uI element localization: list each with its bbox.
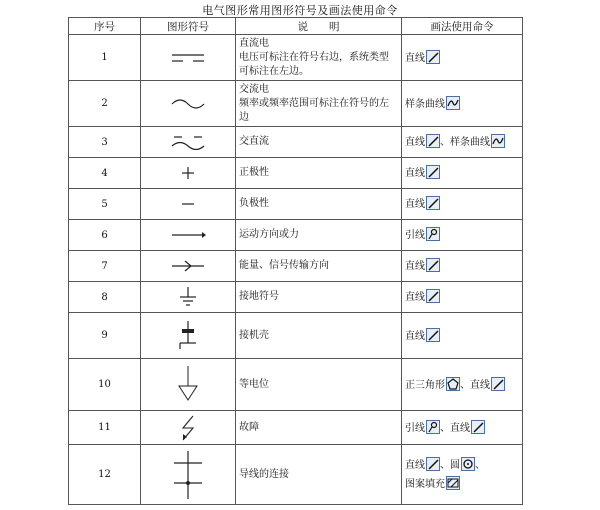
header-no: 序号: [69, 18, 141, 35]
dc-symbol-icon: [168, 51, 208, 65]
command-label: 引线: [405, 230, 425, 241]
table-row: [69, 282, 523, 313]
row-number: 10: [69, 359, 141, 411]
command-cell: [402, 35, 523, 81]
command-label: 直线: [405, 330, 425, 342]
leader-tool-icon[interactable]: [426, 420, 440, 434]
line-tool-icon[interactable]: [426, 196, 440, 210]
command-label: 直线: [405, 137, 425, 148]
description-cell: [236, 35, 402, 81]
row-number: 12: [69, 445, 141, 505]
row-number: 8: [69, 282, 141, 313]
wire-junction-symbol-icon: [168, 449, 208, 501]
header-symbol: 图形符号: [141, 18, 236, 35]
command-label: 直线: [405, 460, 425, 471]
hatch-tool-icon[interactable]: [446, 476, 460, 490]
command-cell: [402, 411, 523, 445]
row-number: 3: [69, 127, 141, 158]
command-label: 图案填充: [405, 479, 445, 490]
command-line: [405, 476, 519, 492]
row-number: 9: [69, 313, 141, 359]
row-number: 7: [69, 251, 141, 282]
symbol-cell: [141, 81, 236, 127]
symbol-cell: [141, 158, 236, 189]
fault-symbol-icon: [175, 414, 201, 442]
command-label: 引线: [405, 422, 425, 434]
command-label: 、: [475, 460, 485, 471]
header-cmd: 画法使用命令: [402, 18, 523, 35]
command-cell: [402, 220, 523, 251]
table-row: [69, 251, 523, 282]
row-number: 6: [69, 220, 141, 251]
spline-tool-icon[interactable]: [491, 134, 505, 148]
description-line: 电压可标注在符号右边，系统类型: [239, 51, 389, 63]
description-cell: 接地符号: [236, 282, 402, 313]
symbol-cell: [141, 220, 236, 251]
symbol-cell: [141, 127, 236, 158]
table-row: [69, 313, 523, 359]
description-cell: 运动方向或力: [236, 220, 402, 251]
description-cell: 能量、信号传输方向: [236, 251, 402, 282]
row-number: 5: [69, 189, 141, 220]
description-line: 可标注在左边。: [239, 65, 309, 77]
command-label: 、直线: [440, 422, 470, 434]
symbol-cell: [141, 313, 236, 359]
command-cell: [402, 81, 523, 127]
table-row: [69, 158, 523, 189]
line-tool-icon[interactable]: [426, 328, 440, 342]
description-cell: 负极性: [236, 189, 402, 220]
command-cell: [402, 189, 523, 220]
row-number: 1: [69, 35, 141, 81]
description-line: 直流电: [239, 37, 269, 49]
command-label: 、圆: [440, 460, 460, 471]
row-number: 2: [69, 81, 141, 127]
description-cell: 正极性: [236, 158, 402, 189]
row-number: 4: [69, 158, 141, 189]
circle-tool-icon[interactable]: [461, 457, 475, 471]
command-label: 直线: [405, 292, 425, 303]
leader-tool-icon[interactable]: [426, 227, 440, 241]
minus-symbol-icon: [178, 196, 198, 212]
command-cell: [402, 158, 523, 189]
command-cell: [402, 127, 523, 158]
command-cell: [402, 445, 523, 505]
description-cell: 导线的连接: [236, 445, 402, 505]
symbol-cell: [141, 445, 236, 505]
arrow-symbol-icon: [168, 229, 208, 241]
table-row: [69, 189, 523, 220]
line-tool-icon[interactable]: [426, 258, 440, 272]
row-number: 11: [69, 411, 141, 445]
command-label: 直线: [405, 168, 425, 179]
ac-symbol-icon: [168, 97, 208, 111]
description-line: 交流电: [239, 83, 269, 95]
description-cell: [236, 81, 402, 127]
table-row: [69, 220, 523, 251]
signal-direction-symbol-icon: [168, 259, 208, 273]
plus-symbol-icon: [178, 165, 198, 181]
symbol-table: [68, 17, 523, 505]
line-tool-icon[interactable]: [426, 289, 440, 303]
command-cell: [402, 251, 523, 282]
table-row: [69, 445, 523, 505]
command-cell: [402, 313, 523, 359]
equipotential-symbol-icon: [175, 364, 201, 406]
table-row: [69, 411, 523, 445]
symbol-cell: [141, 251, 236, 282]
line-tool-icon[interactable]: [491, 377, 505, 391]
line-tool-icon[interactable]: [426, 134, 440, 148]
line-tool-icon[interactable]: [471, 420, 485, 434]
symbol-cell: [141, 35, 236, 81]
line-tool-icon[interactable]: [426, 165, 440, 179]
table-row: [69, 127, 523, 158]
description-cell: 故障: [236, 411, 402, 445]
command-label: 直线: [405, 52, 425, 64]
command-label: 直线: [405, 199, 425, 210]
ground-symbol-icon: [176, 285, 200, 309]
command-label: 、直线: [460, 379, 490, 391]
symbol-cell: [141, 411, 236, 445]
description-line: 频率或频率范围可标注在符号的左: [239, 97, 389, 109]
symbol-cell: [141, 282, 236, 313]
polygon-tool-icon[interactable]: [446, 377, 460, 391]
command-label: 正三角形: [405, 379, 445, 391]
chassis-symbol-icon: [175, 319, 201, 353]
description-line: 边: [239, 111, 249, 123]
table-row: [69, 81, 523, 127]
command-label: 样条曲线: [405, 98, 445, 110]
table-row: [69, 359, 523, 411]
command-label: 、样条曲线: [440, 137, 490, 148]
description-cell: 等电位: [236, 359, 402, 411]
command-cell: [402, 359, 523, 411]
command-cell: [402, 282, 523, 313]
line-tool-icon[interactable]: [426, 457, 440, 471]
description-cell: 接机壳: [236, 313, 402, 359]
header-desc: 说 明: [236, 18, 402, 35]
symbol-cell: [141, 359, 236, 411]
description-cell: 交直流: [236, 127, 402, 158]
line-tool-icon[interactable]: [426, 50, 440, 64]
table-row: [69, 35, 523, 81]
page-title: 电气图形常用图形符号及画法使用命令: [202, 4, 398, 17]
acdc-symbol-icon: [168, 134, 208, 150]
symbol-cell: [141, 189, 236, 220]
command-line: [405, 457, 519, 473]
spline-tool-icon[interactable]: [446, 96, 460, 110]
command-label: 直线: [405, 261, 425, 272]
header-row: [69, 18, 523, 35]
